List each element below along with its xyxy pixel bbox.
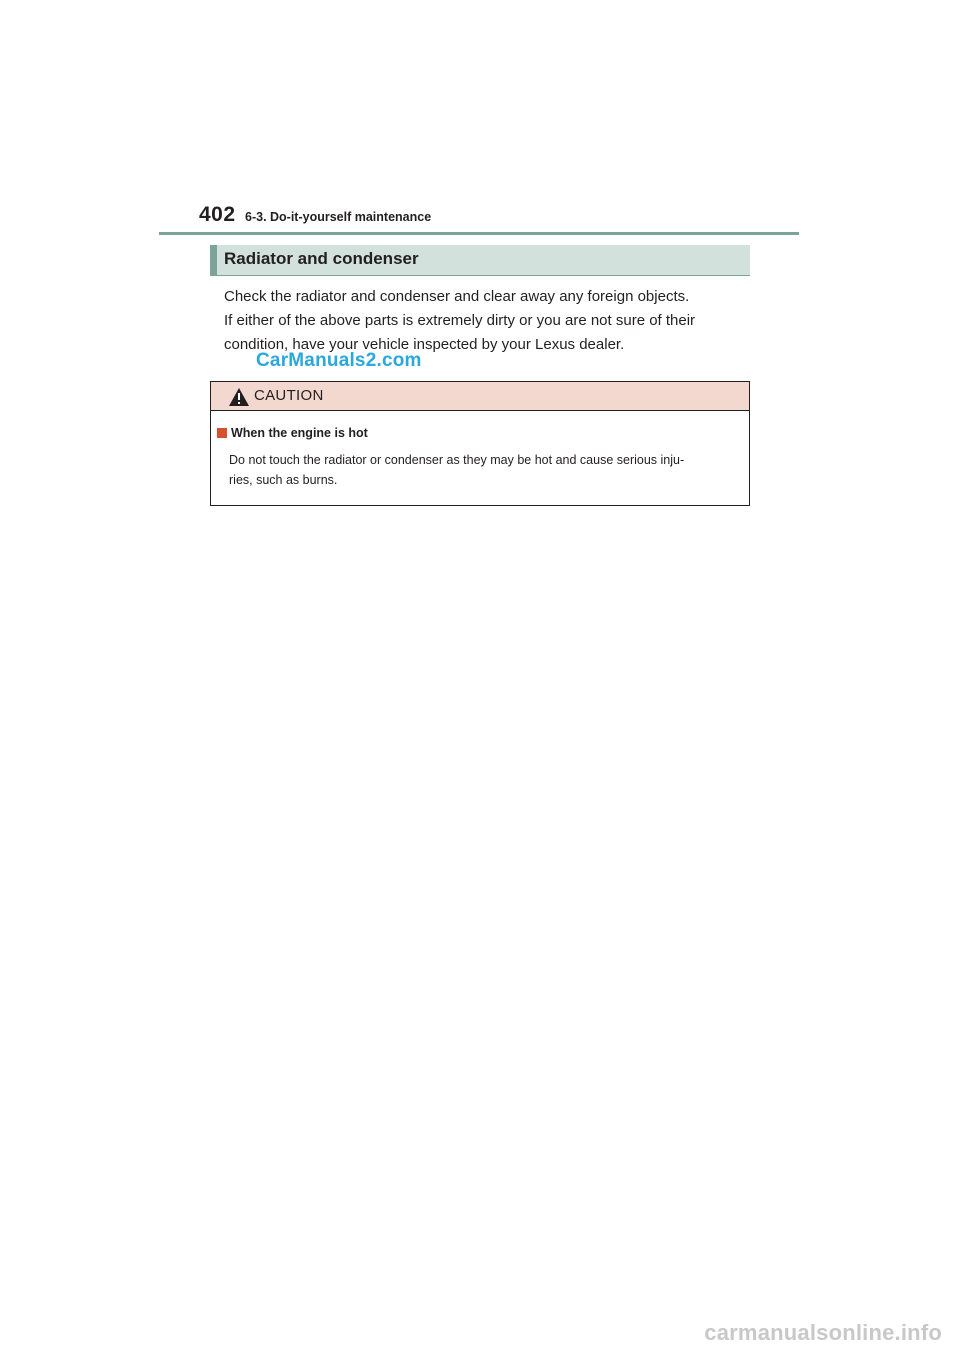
caution-header [211, 382, 749, 411]
square-bullet-icon [217, 428, 227, 438]
caution-item-title [217, 426, 368, 440]
body-paragraph-line: Check the radiator and condenser and clear away any foreign objects. [224, 288, 690, 305]
caution-item-title-text: When the engine is hot [231, 426, 368, 440]
section-heading [210, 245, 750, 276]
section-title: Radiator and condenser [224, 249, 419, 268]
caution-label: CAUTION [254, 387, 324, 404]
heading-accent-bar [210, 245, 217, 275]
watermark-top: CarManuals2.com [256, 350, 422, 371]
watermark-bottom: carmanualsonline.info [704, 1320, 942, 1345]
section-reference: 6-3. Do-it-yourself maintenance [245, 210, 432, 224]
caution-text-line: ries, such as burns. [229, 473, 338, 487]
body-paragraph-line: If either of the above parts is extremely dirty or you are not sure of their [224, 312, 696, 329]
caution-box [210, 381, 750, 506]
warning-triangle-icon [228, 387, 250, 407]
header-rule [159, 232, 799, 235]
page-number: 402 [199, 203, 236, 226]
body-paragraph-line: condition, have your vehicle inspected by your Lexus dealer. [224, 336, 625, 353]
caution-text-line: Do not touch the radiator or condenser as they may be hot and cause serious inju- [229, 453, 685, 467]
